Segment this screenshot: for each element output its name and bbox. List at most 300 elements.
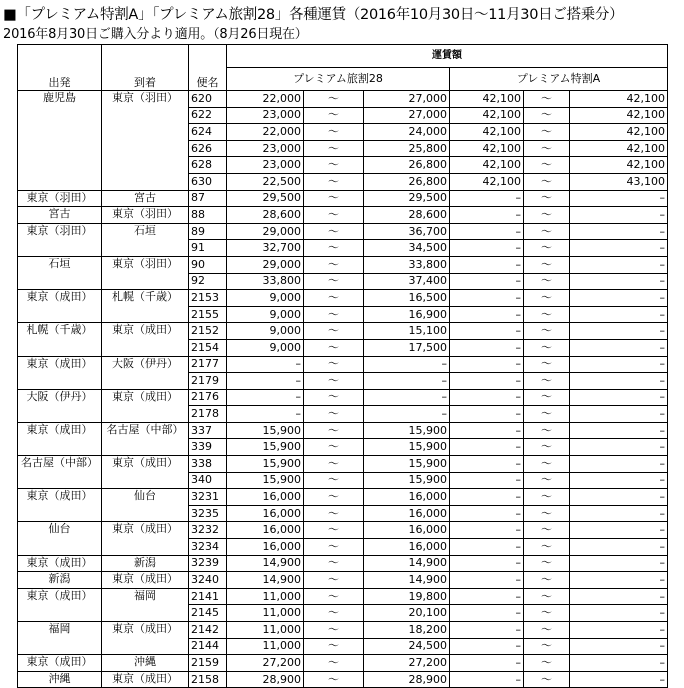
origin-cell: 東京（成田）: [18, 489, 102, 522]
fare-28-min-cell: 23,000: [227, 157, 304, 174]
fare-a-min-cell: –: [450, 356, 524, 373]
fare-a-min-cell: –: [450, 422, 524, 439]
destination-cell: 東京（羽田）: [102, 256, 189, 289]
table-row: [18, 588, 668, 605]
fare-a-range-mark: ～: [524, 91, 570, 108]
flight-number-cell: 620: [189, 91, 227, 108]
fare-a-range-mark: ～: [524, 605, 570, 622]
fare-a-max-cell: –: [570, 273, 668, 290]
fare-28-min-cell: 28,900: [227, 671, 304, 688]
fare-a-range-mark: ～: [524, 173, 570, 190]
fare-28-range-mark: ～: [304, 91, 364, 108]
fare-28-range-mark: ～: [304, 572, 364, 589]
fare-28-range-mark: ～: [304, 472, 364, 489]
fare-a-min-cell: –: [450, 256, 524, 273]
flight-number-cell: 88: [189, 207, 227, 224]
fare-28-max-cell: 16,500: [364, 290, 450, 307]
fare-28-min-cell: 28,600: [227, 207, 304, 224]
fare-28-min-cell: 14,900: [227, 572, 304, 589]
fare-a-max-cell: –: [570, 223, 668, 240]
fare-28-header: プレミアム旅割28: [227, 68, 450, 91]
origin-cell: 石垣: [18, 256, 102, 289]
fare-a-range-mark: ～: [524, 389, 570, 406]
flight-number-cell: 87: [189, 190, 227, 207]
fare-28-max-cell: 27,000: [364, 91, 450, 108]
fare-a-header: プレミアム特割A: [450, 68, 668, 91]
fare-a-range-mark: ～: [524, 157, 570, 174]
fare-28-range-mark: ～: [304, 290, 364, 307]
fare-28-min-cell: 23,000: [227, 140, 304, 157]
fare-a-min-cell: –: [450, 439, 524, 456]
destination-cell: 札幌（千歳）: [102, 290, 189, 323]
destination-cell: 新潟: [102, 555, 189, 572]
fare-a-min-cell: –: [450, 572, 524, 589]
fare-a-min-cell: –: [450, 539, 524, 556]
fare-28-range-mark: ～: [304, 522, 364, 539]
fare-28-max-cell: 33,800: [364, 256, 450, 273]
fare-28-min-cell: 15,900: [227, 472, 304, 489]
origin-cell: 東京（成田）: [18, 290, 102, 323]
fare-a-min-cell: –: [450, 406, 524, 423]
fare-28-max-cell: 15,900: [364, 422, 450, 439]
fare-a-max-cell: –: [570, 356, 668, 373]
flight-number-cell: 2158: [189, 671, 227, 688]
fare-28-min-cell: 9,000: [227, 290, 304, 307]
fare-28-min-cell: 16,000: [227, 489, 304, 506]
fare-28-range-mark: ～: [304, 505, 364, 522]
fare-28-range-mark: ～: [304, 323, 364, 340]
fare-28-max-cell: 14,900: [364, 572, 450, 589]
fare-28-min-cell: 9,000: [227, 339, 304, 356]
destination-cell: 東京（羽田）: [102, 91, 189, 191]
origin-header: 出発: [18, 45, 102, 91]
fare-28-min-cell: 16,000: [227, 505, 304, 522]
fare-a-range-mark: ～: [524, 306, 570, 323]
fare-a-max-cell: –: [570, 422, 668, 439]
fare-28-range-mark: ～: [304, 671, 364, 688]
fare-28-max-cell: 27,200: [364, 655, 450, 672]
flight-number-cell: 2141: [189, 588, 227, 605]
origin-cell: 鹿児島: [18, 91, 102, 191]
flight-number-cell: 2154: [189, 339, 227, 356]
fare-a-range-mark: ～: [524, 223, 570, 240]
flight-number-cell: 2177: [189, 356, 227, 373]
fare-a-max-cell: –: [570, 638, 668, 655]
fare-28-min-cell: –: [227, 373, 304, 390]
flight-number-cell: 3234: [189, 539, 227, 556]
fare-28-min-cell: 27,200: [227, 655, 304, 672]
fare-a-min-cell: –: [450, 555, 524, 572]
table-row: [18, 256, 668, 273]
fare-a-max-cell: 42,100: [570, 91, 668, 108]
fare-a-range-mark: ～: [524, 406, 570, 423]
flight-number-cell: 2144: [189, 638, 227, 655]
flight-number-cell: 2179: [189, 373, 227, 390]
fare-28-min-cell: 11,000: [227, 605, 304, 622]
table-row: [18, 223, 668, 240]
fare-28-range-mark: ～: [304, 306, 364, 323]
flight-number-cell: 626: [189, 140, 227, 157]
fare-a-range-mark: ～: [524, 655, 570, 672]
fare-table: [17, 44, 668, 688]
fare-28-range-mark: ～: [304, 190, 364, 207]
flight-number-cell: 2153: [189, 290, 227, 307]
fare-table-body: [18, 91, 668, 688]
fare-28-min-cell: 15,900: [227, 422, 304, 439]
destination-cell: 東京（成田）: [102, 572, 189, 589]
fare-a-min-cell: 42,100: [450, 140, 524, 157]
fare-a-range-mark: ～: [524, 638, 570, 655]
fare-28-max-cell: 16,000: [364, 489, 450, 506]
origin-cell: 大阪（伊丹）: [18, 389, 102, 422]
fare-a-max-cell: –: [570, 505, 668, 522]
table-row: [18, 489, 668, 506]
fare-a-min-cell: –: [450, 323, 524, 340]
fare-a-max-cell: 42,100: [570, 157, 668, 174]
flight-number-cell: 624: [189, 124, 227, 141]
fare-a-max-cell: 43,100: [570, 173, 668, 190]
fare-a-range-mark: ～: [524, 622, 570, 639]
fare-28-range-mark: ～: [304, 439, 364, 456]
fare-28-min-cell: 32,700: [227, 240, 304, 257]
fare-28-min-cell: 29,500: [227, 190, 304, 207]
fare-28-max-cell: 27,000: [364, 107, 450, 124]
fare-a-max-cell: –: [570, 323, 668, 340]
fare-28-range-mark: ～: [304, 655, 364, 672]
fare-a-range-mark: ～: [524, 489, 570, 506]
fare-28-max-cell: 15,900: [364, 456, 450, 473]
fare-28-max-cell: 15,900: [364, 439, 450, 456]
flight-number-cell: 3232: [189, 522, 227, 539]
fare-28-range-mark: ～: [304, 422, 364, 439]
fare-28-range-mark: ～: [304, 389, 364, 406]
fare-28-range-mark: ～: [304, 622, 364, 639]
origin-cell: 東京（成田）: [18, 356, 102, 389]
table-row: [18, 207, 668, 224]
flight-number-cell: 337: [189, 422, 227, 439]
fare-a-max-cell: –: [570, 456, 668, 473]
fare-a-min-cell: –: [450, 671, 524, 688]
destination-cell: 東京（成田）: [102, 522, 189, 555]
fare-28-min-cell: 29,000: [227, 256, 304, 273]
fare-a-range-mark: ～: [524, 373, 570, 390]
fare-a-max-cell: 42,100: [570, 140, 668, 157]
fare-a-max-cell: –: [570, 406, 668, 423]
fare-28-min-cell: 16,000: [227, 539, 304, 556]
flight-number-cell: 622: [189, 107, 227, 124]
fare-a-min-cell: –: [450, 605, 524, 622]
fare-28-max-cell: –: [364, 373, 450, 390]
flight-number-cell: 339: [189, 439, 227, 456]
fare-a-max-cell: –: [570, 207, 668, 224]
fare-28-min-cell: 29,000: [227, 223, 304, 240]
fare-a-min-cell: –: [450, 522, 524, 539]
fare-a-min-cell: 42,100: [450, 91, 524, 108]
fare-a-min-cell: –: [450, 622, 524, 639]
fare-a-min-cell: –: [450, 190, 524, 207]
fare-28-min-cell: 15,900: [227, 456, 304, 473]
table-row: [18, 522, 668, 539]
fare-a-min-cell: –: [450, 273, 524, 290]
table-row: [18, 290, 668, 307]
fare-28-max-cell: 20,100: [364, 605, 450, 622]
fare-28-max-cell: 28,600: [364, 207, 450, 224]
fare-a-min-cell: –: [450, 472, 524, 489]
fare-a-min-cell: –: [450, 339, 524, 356]
origin-cell: 福岡: [18, 622, 102, 655]
fare-a-range-mark: ～: [524, 439, 570, 456]
fare-28-min-cell: 22,500: [227, 173, 304, 190]
origin-cell: 東京（成田）: [18, 555, 102, 572]
fare-a-range-mark: ～: [524, 555, 570, 572]
destination-cell: 大阪（伊丹）: [102, 356, 189, 389]
fare-28-range-mark: ～: [304, 605, 364, 622]
fare-a-range-mark: ～: [524, 207, 570, 224]
fare-a-min-cell: –: [450, 290, 524, 307]
fare-28-max-cell: 16,000: [364, 522, 450, 539]
fare-28-range-mark: ～: [304, 240, 364, 257]
fare-a-max-cell: –: [570, 489, 668, 506]
fare-a-min-cell: –: [450, 207, 524, 224]
fare-28-range-mark: ～: [304, 373, 364, 390]
flight-number-cell: 630: [189, 173, 227, 190]
flight-number-cell: 91: [189, 240, 227, 257]
destination-cell: 東京（羽田）: [102, 207, 189, 224]
flight-number-cell: 2159: [189, 655, 227, 672]
flight-number-cell: 340: [189, 472, 227, 489]
fare-28-max-cell: –: [364, 406, 450, 423]
fare-28-max-cell: 15,100: [364, 323, 450, 340]
fare-a-range-mark: ～: [524, 671, 570, 688]
fare-28-range-mark: ～: [304, 406, 364, 423]
origin-cell: 新潟: [18, 572, 102, 589]
fare-a-range-mark: ～: [524, 356, 570, 373]
table-row: [18, 91, 668, 108]
fare-28-min-cell: 15,900: [227, 439, 304, 456]
table-row: [18, 555, 668, 572]
fare-28-min-cell: 22,000: [227, 124, 304, 141]
fare-a-min-cell: –: [450, 489, 524, 506]
flight-number-cell: 2145: [189, 605, 227, 622]
origin-cell: 東京（羽田）: [18, 190, 102, 207]
destination-cell: 東京（成田）: [102, 671, 189, 688]
flight-number-cell: 89: [189, 223, 227, 240]
destination-cell: 東京（成田）: [102, 622, 189, 655]
fare-a-max-cell: 42,100: [570, 107, 668, 124]
fare-a-min-cell: –: [450, 306, 524, 323]
fare-a-range-mark: ～: [524, 107, 570, 124]
fare-a-min-cell: –: [450, 655, 524, 672]
fare-a-min-cell: –: [450, 505, 524, 522]
fare-28-min-cell: 14,900: [227, 555, 304, 572]
table-row: [18, 456, 668, 473]
origin-cell: 東京（成田）: [18, 422, 102, 455]
fare-28-min-cell: 22,000: [227, 91, 304, 108]
origin-cell: 東京（成田）: [18, 588, 102, 621]
fare-a-min-cell: –: [450, 638, 524, 655]
document-title: ■「プレミアム特割A」「プレミアム旅割28」各種運賃（2016年10月30日～11月30日ご搭乗分）: [3, 7, 624, 23]
fare-a-max-cell: –: [570, 190, 668, 207]
table-row: [18, 190, 668, 207]
table-row: [18, 671, 668, 688]
fare-28-range-mark: ～: [304, 456, 364, 473]
destination-header: 到着: [102, 45, 189, 91]
origin-cell: 仙台: [18, 522, 102, 555]
destination-cell: 仙台: [102, 489, 189, 522]
fare-28-max-cell: 19,800: [364, 588, 450, 605]
table-row: [18, 655, 668, 672]
fare-a-max-cell: –: [570, 472, 668, 489]
flight-number-cell: 628: [189, 157, 227, 174]
fare-a-range-mark: ～: [524, 273, 570, 290]
origin-cell: 名古屋（中部）: [18, 456, 102, 489]
fare-28-min-cell: 9,000: [227, 306, 304, 323]
fare-28-max-cell: 17,500: [364, 339, 450, 356]
fare-a-min-cell: –: [450, 373, 524, 390]
flight-number-cell: 2155: [189, 306, 227, 323]
fare-28-max-cell: 25,800: [364, 140, 450, 157]
origin-cell: 沖縄: [18, 671, 102, 688]
fare-a-max-cell: –: [570, 605, 668, 622]
destination-cell: 名古屋（中部）: [102, 422, 189, 455]
fare-28-range-mark: ～: [304, 256, 364, 273]
fare-a-min-cell: 42,100: [450, 124, 524, 141]
table-row: [18, 323, 668, 340]
fare-28-max-cell: 16,000: [364, 505, 450, 522]
fare-28-min-cell: –: [227, 406, 304, 423]
fare-a-min-cell: –: [450, 389, 524, 406]
fare-table-header: [18, 45, 668, 91]
flight-number-cell: 338: [189, 456, 227, 473]
fare-a-min-cell: –: [450, 240, 524, 257]
flight-number-cell: 2152: [189, 323, 227, 340]
flight-number-cell: 90: [189, 256, 227, 273]
fare-28-range-mark: ～: [304, 339, 364, 356]
fare-28-max-cell: 15,900: [364, 472, 450, 489]
fare-28-max-cell: 16,000: [364, 539, 450, 556]
fare-28-max-cell: 28,900: [364, 671, 450, 688]
fare-a-range-mark: ～: [524, 323, 570, 340]
destination-cell: 沖縄: [102, 655, 189, 672]
fare-28-max-cell: –: [364, 356, 450, 373]
fare-a-range-mark: ～: [524, 588, 570, 605]
fare-28-range-mark: ～: [304, 539, 364, 556]
fare-28-range-mark: ～: [304, 489, 364, 506]
flight-number-cell: 3231: [189, 489, 227, 506]
fare-a-range-mark: ～: [524, 256, 570, 273]
fare-a-range-mark: ～: [524, 505, 570, 522]
fare-28-range-mark: ～: [304, 157, 364, 174]
fare-a-range-mark: ～: [524, 339, 570, 356]
flight-number-cell: 3235: [189, 505, 227, 522]
table-row: [18, 572, 668, 589]
fare-28-max-cell: 26,800: [364, 157, 450, 174]
fare-a-max-cell: –: [570, 306, 668, 323]
fare-28-max-cell: 37,400: [364, 273, 450, 290]
fare-a-range-mark: ～: [524, 456, 570, 473]
table-row: [18, 422, 668, 439]
fare-a-range-mark: ～: [524, 472, 570, 489]
fare-28-range-mark: ～: [304, 356, 364, 373]
fare-28-min-cell: 9,000: [227, 323, 304, 340]
fare-28-range-mark: ～: [304, 124, 364, 141]
origin-cell: 宮古: [18, 207, 102, 224]
fare-a-min-cell: 42,100: [450, 107, 524, 124]
fare-group-header: 運賃額: [227, 45, 668, 68]
fare-a-min-cell: –: [450, 456, 524, 473]
table-row: [18, 356, 668, 373]
fare-28-min-cell: 16,000: [227, 522, 304, 539]
fare-a-range-mark: ～: [524, 124, 570, 141]
fare-28-min-cell: 11,000: [227, 638, 304, 655]
flight-header: 便名: [189, 45, 227, 91]
fare-a-range-mark: ～: [524, 140, 570, 157]
destination-cell: 福岡: [102, 588, 189, 621]
fare-a-max-cell: –: [570, 588, 668, 605]
fare-28-range-mark: ～: [304, 140, 364, 157]
fare-a-max-cell: –: [570, 655, 668, 672]
fare-28-min-cell: –: [227, 389, 304, 406]
fare-a-max-cell: –: [570, 339, 668, 356]
fare-a-max-cell: –: [570, 439, 668, 456]
fare-a-min-cell: –: [450, 223, 524, 240]
fare-a-max-cell: 42,100: [570, 124, 668, 141]
flight-number-cell: 3239: [189, 555, 227, 572]
fare-28-max-cell: 18,200: [364, 622, 450, 639]
fare-28-min-cell: 11,000: [227, 622, 304, 639]
fare-28-max-cell: 36,700: [364, 223, 450, 240]
flight-number-cell: 92: [189, 273, 227, 290]
fare-28-max-cell: 24,000: [364, 124, 450, 141]
flight-number-cell: 3240: [189, 572, 227, 589]
fare-28-max-cell: 14,900: [364, 555, 450, 572]
fare-a-range-mark: ～: [524, 290, 570, 307]
fare-28-max-cell: 16,900: [364, 306, 450, 323]
table-row: [18, 622, 668, 639]
fare-a-max-cell: –: [570, 290, 668, 307]
fare-28-min-cell: –: [227, 356, 304, 373]
fare-a-range-mark: ～: [524, 422, 570, 439]
fare-a-max-cell: –: [570, 389, 668, 406]
fare-a-range-mark: ～: [524, 190, 570, 207]
fare-a-range-mark: ～: [524, 572, 570, 589]
fare-28-range-mark: ～: [304, 173, 364, 190]
destination-cell: 東京（成田）: [102, 323, 189, 356]
fare-28-min-cell: 33,800: [227, 273, 304, 290]
origin-cell: 札幌（千歳）: [18, 323, 102, 356]
flight-number-cell: 2178: [189, 406, 227, 423]
fare-a-max-cell: –: [570, 572, 668, 589]
fare-28-range-mark: ～: [304, 273, 364, 290]
fare-a-range-mark: ～: [524, 539, 570, 556]
fare-28-max-cell: 29,500: [364, 190, 450, 207]
fare-28-max-cell: –: [364, 389, 450, 406]
fare-28-range-mark: ～: [304, 107, 364, 124]
fare-28-range-mark: ～: [304, 555, 364, 572]
fare-28-max-cell: 24,500: [364, 638, 450, 655]
destination-cell: 宮古: [102, 190, 189, 207]
destination-cell: 東京（成田）: [102, 389, 189, 422]
fare-28-range-mark: ～: [304, 588, 364, 605]
destination-cell: 石垣: [102, 223, 189, 256]
fare-a-max-cell: –: [570, 671, 668, 688]
flight-number-cell: 2142: [189, 622, 227, 639]
fare-28-max-cell: 34,500: [364, 240, 450, 257]
fare-28-max-cell: 26,800: [364, 173, 450, 190]
fare-a-min-cell: 42,100: [450, 157, 524, 174]
fare-28-range-mark: ～: [304, 638, 364, 655]
fare-28-min-cell: 11,000: [227, 588, 304, 605]
